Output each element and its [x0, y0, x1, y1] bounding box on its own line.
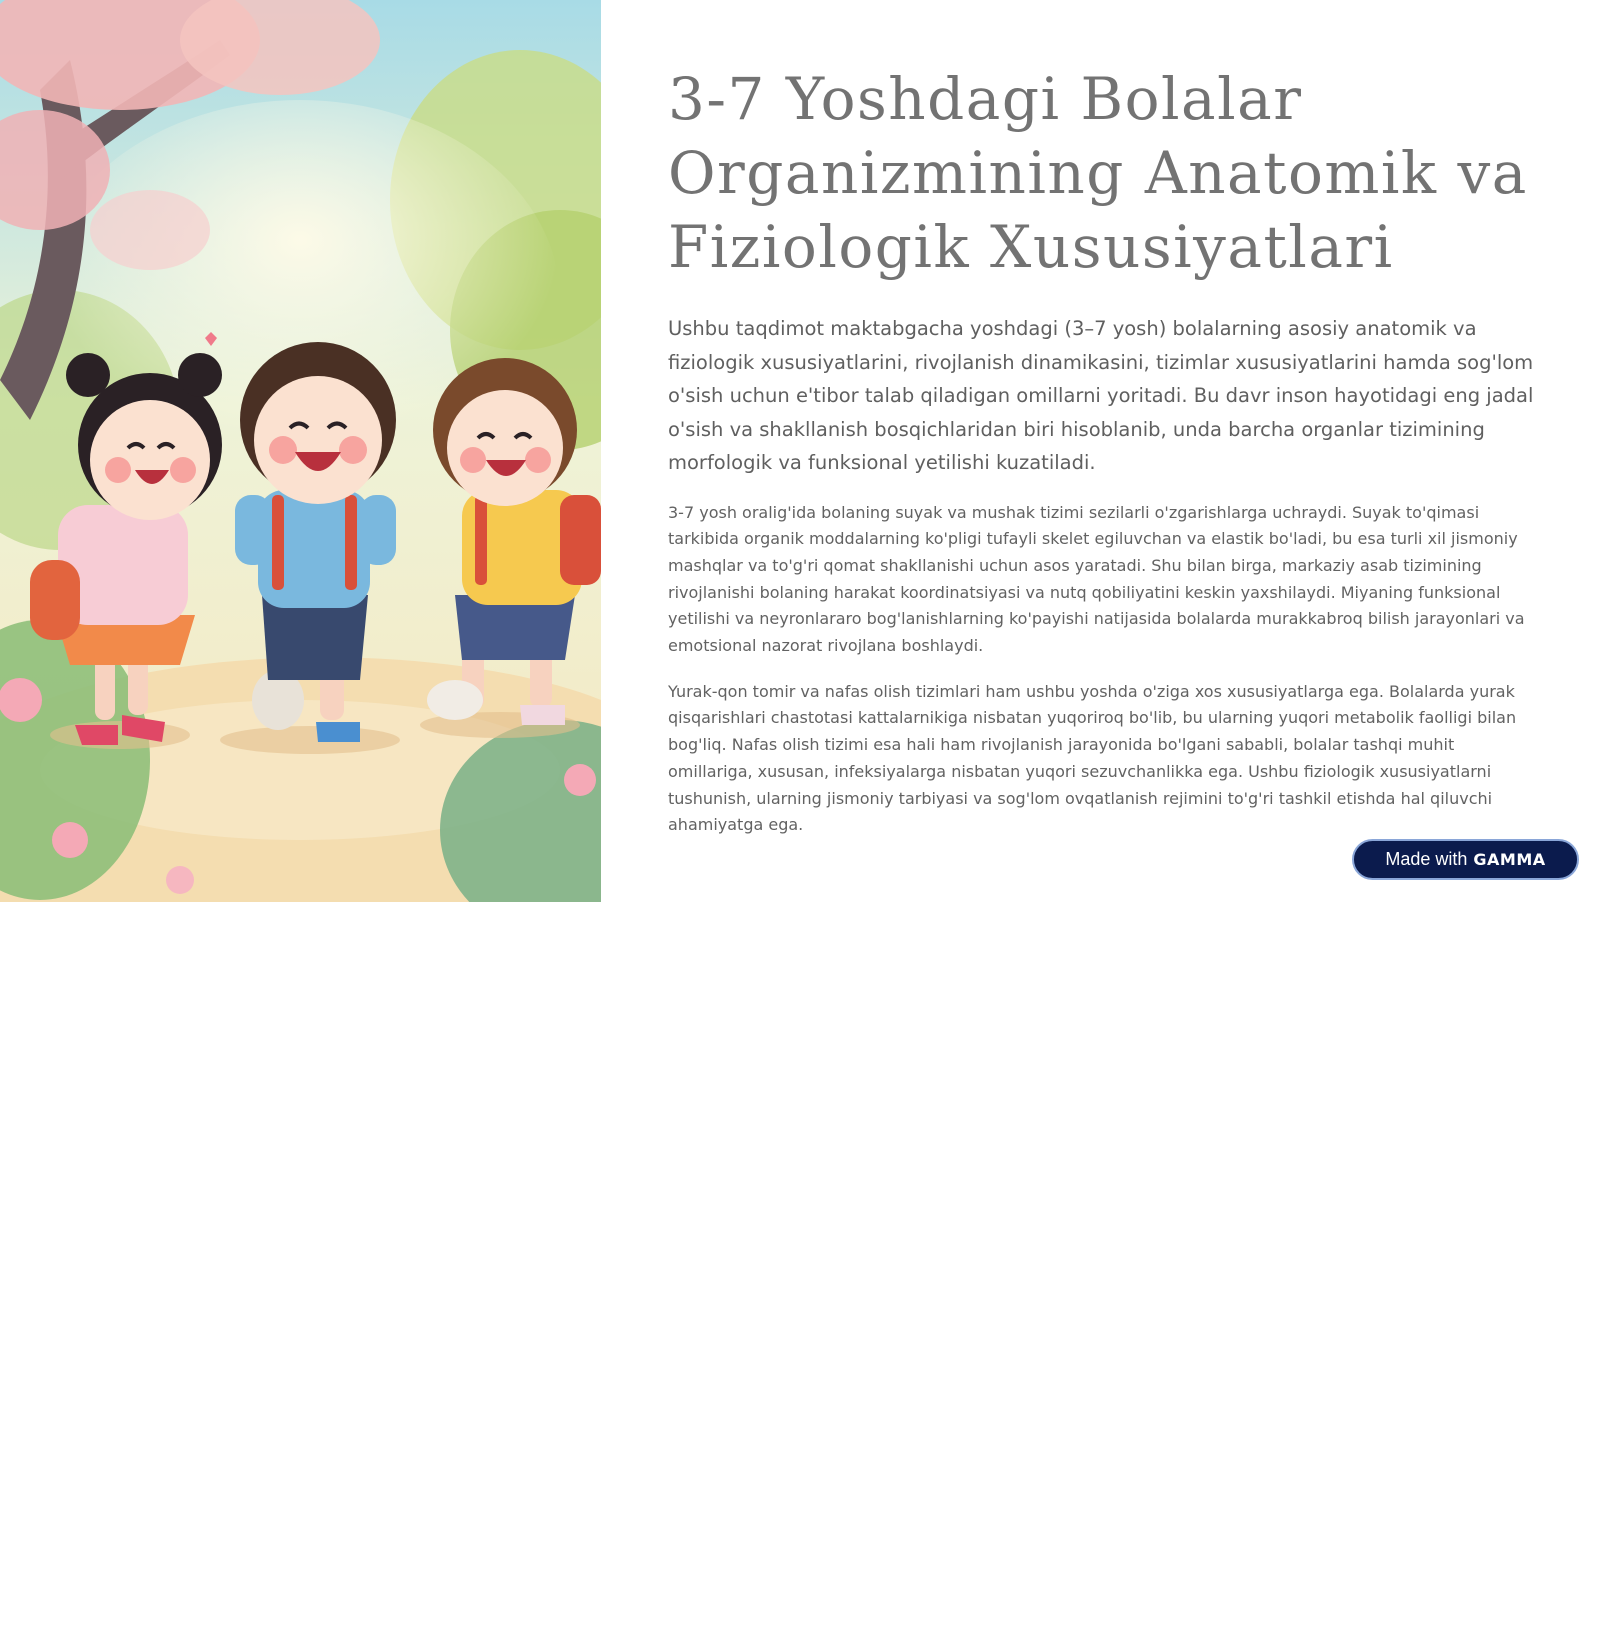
gamma-logo: GAMMA [1473, 850, 1546, 869]
body-paragraph-1: 3-7 yosh oralig'ida bolaning suyak va mushak tizimi sezilarli o'zgarishlarga uchraydi. Suyak to'qimasi tarkibida organik moddalarning ko'pligi tufayli skelet egiluvchan va elastik bo'ladi, bu esa turli xil jismoniy mashqlar va to'g'ri qomat shakllanishi uchun asos yaratadi. Shu bilan birga, markaziy asab tizimining rivojlanishi bolaning harakat koordinatsiyasi va nutq qobiliyatini keskin yaxshilaydi. Miyaning funksional yetilishi va neyronlararo bog'lanishlarning ko'payishi natijasida bolalarda murakkabroq bilish jarayonlari va emotsional nazorat rivojlana boshlaydi. [668, 502, 1525, 656]
body-paragraph-2: Yurak-qon tomir va nafas olish tizimlari ham ushbu yoshda o'ziga xos xususiyatlarga ega. Bolalarda yurak qisqarishlari chastotasi kattalarnikiga nisbatan yuqoriroq bo'lib, bu ularning yuqori metabolik faolligi bilan bog'liq. Nafas olish tizimi esa hali ham rivojlanish jarayonida bo'lgani sababli, bolalar tashqi muhit omillariga, xususan, infeksiyalarga nisbatan yuqori sezuvchanlikka ega. Ushbu fiziologik xususiyatlarni tushunish, ularning jismoniy tarbiyasi va sog'lom ovqatlanish rejimini to'g'ri tashkil etishda hal qiluvchi ahamiyatga ega. [668, 681, 1517, 835]
badge-prefix: Made with [1385, 849, 1468, 869]
children-illustration [0, 0, 601, 902]
made-with-gamma-badge[interactable] [1352, 839, 1579, 880]
slide-title: 3-7 Yoshdagi Bolalar Organizmining Anatomik va Fiziologik Xususiyatlari [668, 65, 1528, 281]
intro-paragraph: Ushbu taqdimot maktabgacha yoshdagi (3–7 yosh) bolalarning asosiy anatomik va fiziologik xususiyatlarini, rivojlanish dinamikasini, tizimlar xususiyatlarini hamda sog'lom o'sish uchun e'tibor talab qiladigan omillarni yoritadi. Bu davr inson hayotidagi eng jadal o'sish va shakllanish bosqichlaridan biri hisoblanib, unda barcha organlar tizimining morfologik va funksional yetilishi kuzatiladi. [668, 317, 1534, 474]
children-walking-image [0, 0, 601, 902]
slide-content [668, 62, 1538, 839]
